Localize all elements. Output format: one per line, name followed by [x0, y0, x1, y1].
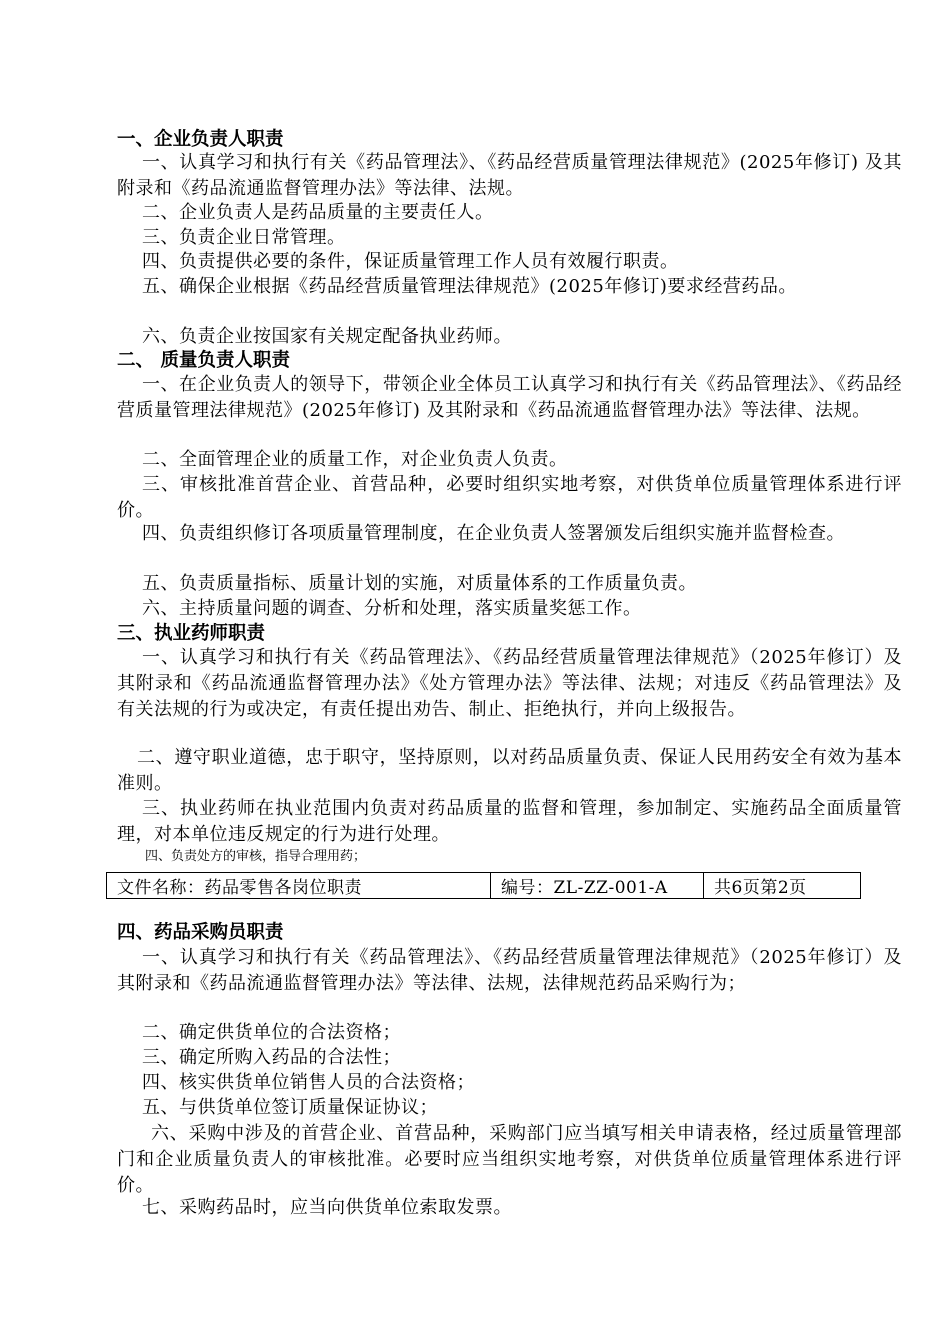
- paragraph: 一、认真学习和执行有关《药品管理法》、《药品经营质量管理法律规范》(2025年修订) 及其附录和《药品流通监督管理办法》等法律、法规。: [117, 152, 902, 199]
- paragraph: 五、与供货单位签订质量保证协议；: [142, 1097, 438, 1118]
- paragraph: 四、负责提供必要的条件，保证质量管理工作人员有效履行职责。: [142, 251, 679, 272]
- paragraph: 一、在企业负责人的领导下，带领企业全体员工认真学习和执行有关《药品管理法》、《药品经营质量管理法律规范》(2025年修订) 及其附录和《药品流通监督管理办法》等法律、法规。: [117, 374, 902, 421]
- section-title-2: 二、 质量负责人职责: [117, 350, 290, 371]
- section-title-3: 三、执业药师职责: [117, 623, 266, 644]
- paragraph: 三、确定所购入药品的合法性；: [142, 1047, 401, 1068]
- paragraph: 一、认真学习和执行有关《药品管理法》、《药品经营质量管理法律规范》（2025年修订）及其附录和《药品流通监督管理办法》等法律、法规，法律规范药品采购行为；: [117, 947, 902, 994]
- paragraph: 六、负责企业按国家有关规定配备执业药师。: [142, 326, 512, 347]
- paragraph: 三、执业药师在执业范围内负责对药品质量的监督和管理，参加制定、实施药品全面质量管理，对本单位违反规定的行为进行处理。: [117, 798, 902, 845]
- paragraph: 四、负责组织修订各项质量管理制度，在企业负责人签署颁发后组织实施并监督检查。: [142, 523, 845, 544]
- paragraph: 二、企业负责人是药品质量的主要责任人。: [142, 202, 494, 223]
- paragraph: 三、负责企业日常管理。: [142, 227, 346, 248]
- paragraph: 二、全面管理企业的质量工作，对企业负责人负责。: [142, 449, 568, 470]
- paragraph: 二、确定供货单位的合法资格；: [142, 1022, 401, 1043]
- paragraph: 六、采购中涉及的首营企业、首营品种，采购部门应当填写相关申请表格，经过质量管理部门和企业质量负责人的审核批准。必要时应当组织实地考察，对供货单位质量管理体系进行评价。: [117, 1123, 902, 1196]
- paragraph: 六、主持质量问题的调查、分析和处理，落实质量奖惩工作。: [142, 598, 642, 619]
- footer-row: [107, 873, 861, 899]
- footer-file-name: 文件名称：药品零售各岗位职责: [107, 873, 491, 899]
- section-title-4: 四、药品采购员职责: [117, 922, 284, 943]
- paragraph: 五、确保企业根据《药品经营质量管理法律规范》(2025年修订)要求经营药品。: [142, 276, 797, 297]
- paragraph: 七、采购药品时，应当向供货单位索取发票。: [142, 1197, 512, 1218]
- paragraph: 五、负责质量指标、质量计划的实施，对质量体系的工作质量负责。: [142, 573, 697, 594]
- paragraph: 二、遵守职业道德，忠于职守，坚持原则，以对药品质量负责、保证人民用药安全有效为基本准则。: [117, 747, 902, 794]
- small-note: 四、负责处方的审核，指导合理用药；: [145, 849, 367, 864]
- paragraph: 四、核实供货单位销售人员的合法资格；: [142, 1072, 475, 1093]
- paragraph: 一、认真学习和执行有关《药品管理法》、《药品经营质量管理法律规范》（2025年修订）及其附录和《药品流通监督管理办法》《处方管理办法》等法律、法规；对违反《药品管理法》及有关法规的行为或决定，有责任提出劝告、制止、拒绝执行，并向上级报告。: [117, 647, 902, 720]
- footer-page-info: 共6页第2页: [704, 873, 861, 899]
- paragraph: 三、审核批准首营企业、首营品种，必要时组织实地考察，对供货单位质量管理体系进行评价。: [117, 474, 902, 521]
- document-footer-table: [106, 872, 861, 899]
- section-title-1: 一、企业负责人职责: [117, 129, 284, 150]
- footer-doc-number: 编号：ZL-ZZ-001-A: [491, 873, 704, 899]
